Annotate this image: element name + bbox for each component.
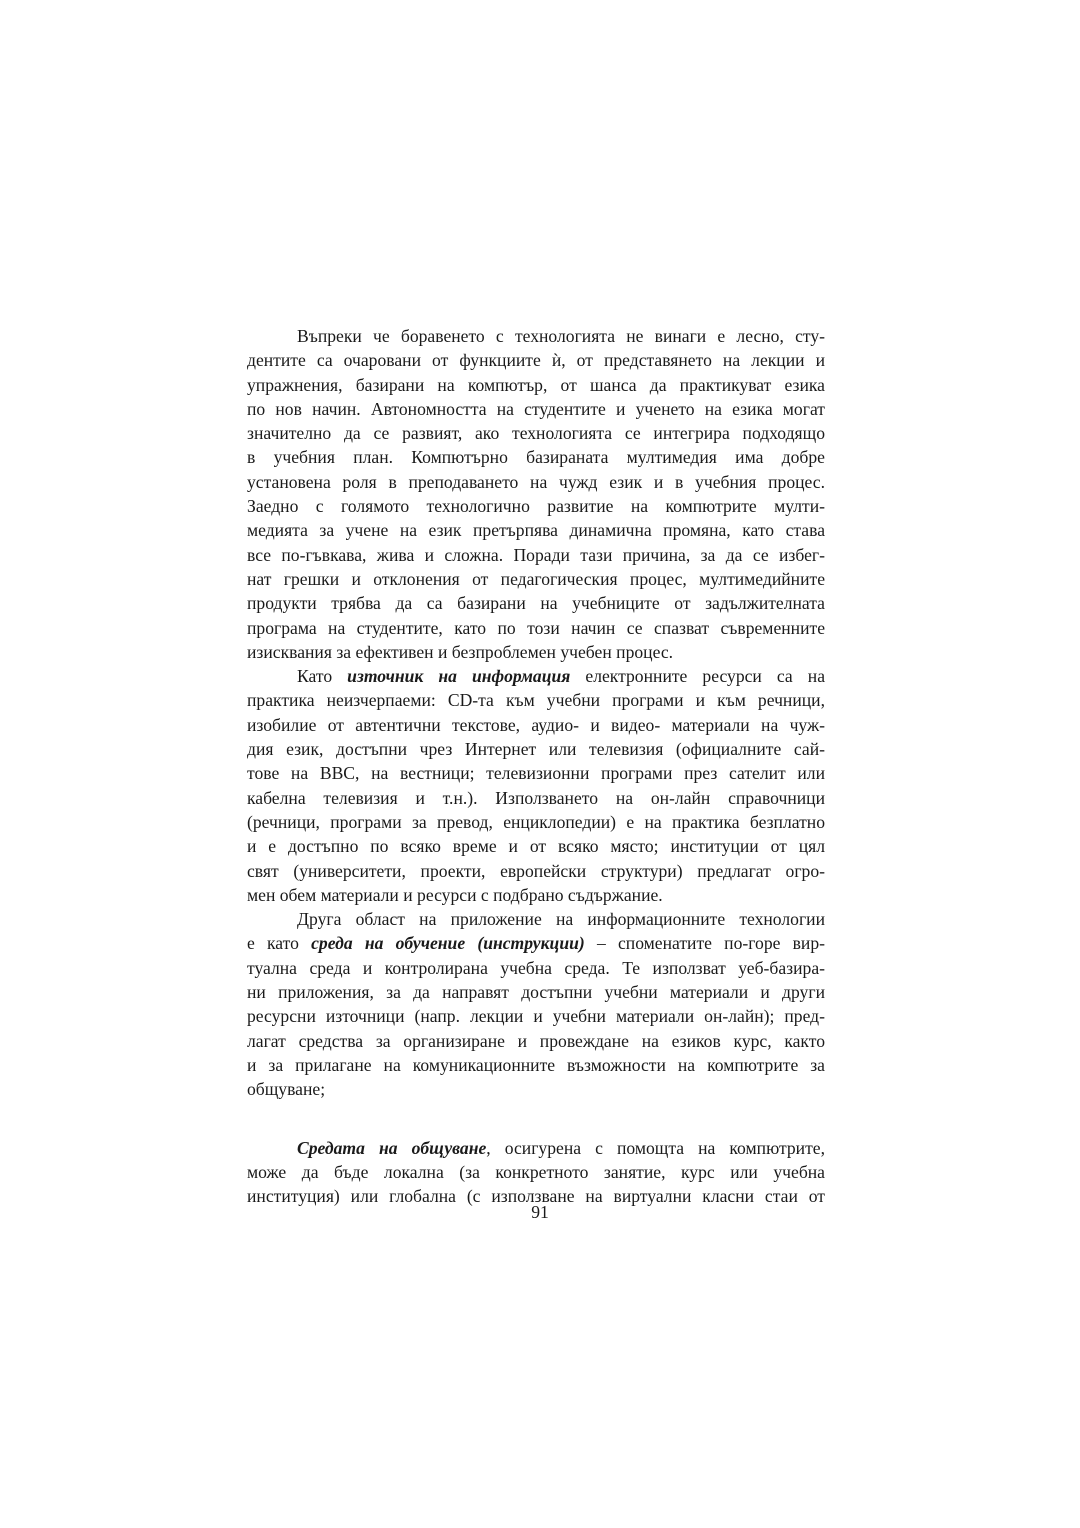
text-line: ни приложения, за да направят достъпни учебни материали и други <box>247 982 825 1003</box>
text-run: е като <box>247 933 312 954</box>
text-line <box>247 931 825 955</box>
text-line: значително да се развият, ако технологията се интегрира подходящо <box>247 423 825 444</box>
text-line: упражнения, базирани на компютър, от шанса да практикуват езика <box>247 374 825 395</box>
emphasis-term: Средата на общуване <box>297 1137 487 1158</box>
text-line: Заедно с голямото технологично развитие на компютрите мулти- <box>247 496 825 517</box>
text-line: (речници, програми за превод, енциклопедии) е на практика безплатно <box>247 811 825 832</box>
emphasis-term: среда на обучение (инструкции) <box>311 933 585 954</box>
text-line: изисквания за ефективен и безпроблемен учебен процес. <box>247 641 674 662</box>
paragraph-2 <box>247 664 825 907</box>
body-text <box>247 324 825 1208</box>
text-run: – споменатите по-горе вир- <box>584 933 826 954</box>
paragraph-3 <box>247 907 825 1101</box>
page-number: 91 <box>531 1202 549 1222</box>
paragraph-gap <box>247 1102 825 1136</box>
text-line: практика неизчерпаеми: CD-та към учебни програми и към речници, <box>247 690 825 711</box>
text-line <box>247 1136 825 1160</box>
text-line: установена роля в преподаването на чужд език и в учебния процес. <box>247 471 825 492</box>
paragraph-1 <box>247 324 825 664</box>
text-line: ресурсни източници (напр. лекции и учебни материали он-лайн); пред- <box>247 1006 825 1027</box>
text-run: електронните ресурси са на <box>570 666 826 687</box>
emphasis-term: източник на информация <box>347 666 571 687</box>
text-line: дентите са очаровани от функциите ѝ, от представянето на лекции и <box>247 350 825 371</box>
text-line: все по-гъвкава, жива и сложна. Поради тази причина, за да се избег- <box>247 544 825 565</box>
text-line: свят (университети, проекти, европейски структури) предлагат огро- <box>247 860 825 881</box>
text-line: по нов начин. Автономността на студентите и ученето на езика могат <box>247 398 825 419</box>
text-line: тове на BBC, на вестници; телевизионни програми през сателит или <box>247 763 825 784</box>
text-line: в учебния план. Компютърно базираната мултимедия има добре <box>247 447 825 468</box>
text-line: изобилие от автентични текстове, аудио- и видео- материали на чуж- <box>247 714 825 735</box>
text-line: медията за учене на език претърпява динамична промяна, като става <box>247 520 825 541</box>
text-line: Въпреки че боравенето с технологията не винаги е лесно, сту- <box>297 326 825 346</box>
text-run: , осигурена с помощта на компютрите, <box>486 1137 825 1158</box>
text-line: туална среда и контролирана учебна среда. Те използват уеб-базира- <box>247 957 825 978</box>
text-line <box>247 664 825 688</box>
text-line: и е достъпно по всяко време и от всяко място; институции от цял <box>247 836 825 857</box>
text-line: и за прилагане на комуникационните възможности на компютрите за <box>247 1054 825 1075</box>
text-line: може да бъде локална (за конкретното занятие, курс или учебна <box>247 1161 825 1182</box>
paragraph-4 <box>247 1136 825 1209</box>
text-line: дия език, достъпни чрез Интернет или телевизия (официалните сай- <box>247 739 825 760</box>
text-run: Като <box>297 666 348 687</box>
text-line: общуване; <box>247 1079 326 1100</box>
text-line: продукти трябва да са базирани на учебниците от задължителната <box>247 593 825 614</box>
text-line: нат грешки и отклонения от педагогическия процес, мултимедийните <box>247 568 825 589</box>
text-line: лагат средства за организиране и провеждане на езиков курс, както <box>247 1030 825 1051</box>
text-line: мен обем материали и ресурси с подбрано съдържание. <box>247 884 663 905</box>
text-line: програма на студентите, като по този начин се спазват съвременните <box>247 617 825 638</box>
text-line: институция) или глобална (с използване на виртуални класни стаи от <box>247 1186 825 1207</box>
text-line: кабелна телевизия и т.н.). Използването на он-лайн справочници <box>247 787 825 808</box>
text-line: Друга област на приложение на информационните технологии <box>297 909 825 930</box>
